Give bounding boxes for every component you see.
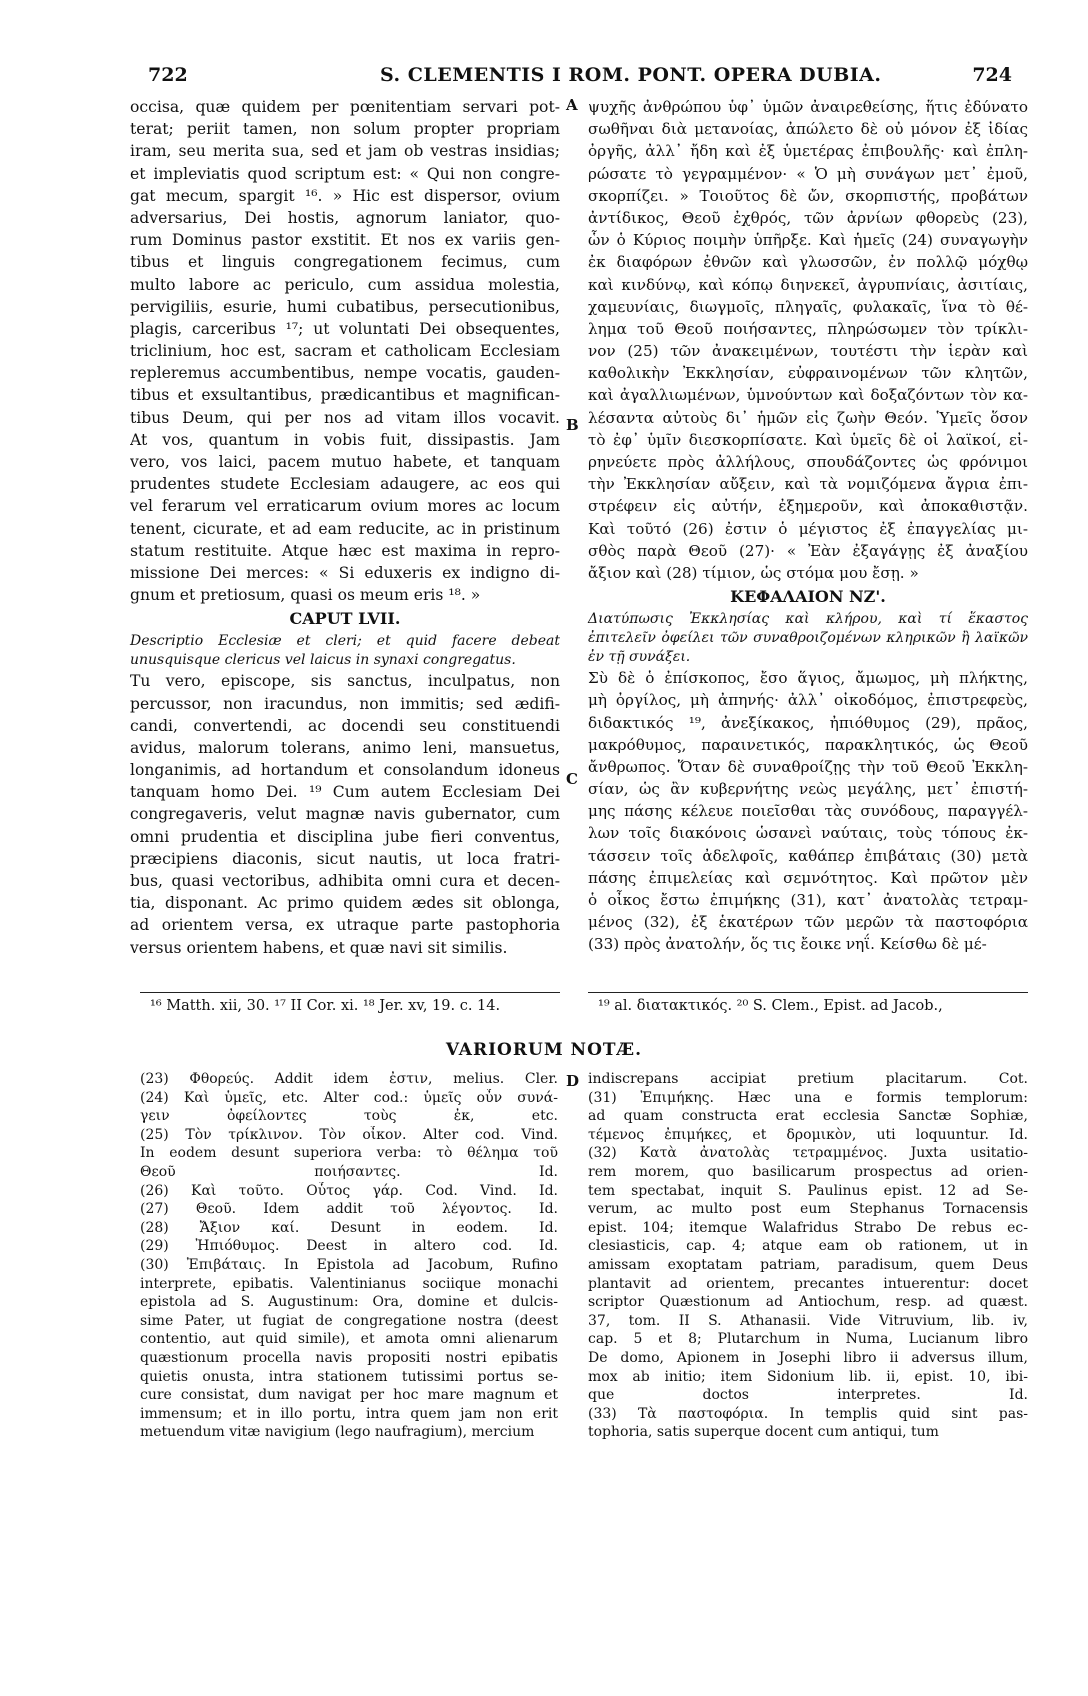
footnote-rule-left [140, 992, 560, 993]
text-line: ρηνεύετε πρὸς ἀλλήλους, σπουδάζοντες ὡς φρόνιμοι [588, 453, 1028, 471]
note-line: cure consistat, dum navigat per hoc mare magnum et [140, 1387, 558, 1404]
text-line: διδακτικός ¹⁹, ἀνεξίκακος, ἠπιόθυμος (29), πρᾶος, [588, 713, 1028, 732]
chapter-title-latin: CAPUT LVII. [289, 609, 401, 629]
text-line: plagis, carceribus ¹⁷; ut voluntati Dei obsequentes, [130, 319, 560, 338]
text-line: congregaveris, velut magnæ navis gubernator, cum [130, 805, 560, 824]
chapter-summary-greek: Διατύπωσις Ἐκκλησίας καὶ κλήρου, καὶ τί ἕκαστος ἐπιτελεῖν ὀφείλει τῶν συναθροιζομένων κληρικῶν ἢ λαϊκῶν ἐν τῇ συνάξει. [588, 611, 1028, 666]
note-line: tophoria, satis superque docent cum antiqui, tum [588, 1424, 939, 1441]
note-line: (23) Φθορεύς. Addit idem ἐστιν, melius. Cler. [140, 1071, 558, 1087]
note-line: indiscrepans accipiat pretium placitarum. Cot. [588, 1071, 1028, 1087]
text-line: ὧν ὁ Κύριος ποιμὴν ὑπῆρξε. Καὶ ἡμεῖς (24) συναγωγὴν [588, 231, 1028, 250]
text-line: tanquam homo Dei. ¹⁹ Cum autem Ecclesiam Dei [130, 783, 560, 802]
note-line: (30) Ἐπιβάταις. In Epistola ad Jacobum, Rufino [140, 1256, 558, 1273]
text-line: μης πάσης κέλευε ποιεῖσθαι τὰς συνόδους, παραγγέλ- [588, 802, 1028, 821]
note-line: rem morem, quo basilicarum prospectus ad orien- [588, 1163, 1028, 1180]
text-line: terat; periit tamen, non solum propter propriam [130, 120, 560, 139]
text-line: ψυχῆς ἀνθρώπου ὑφ᾽ ὑμῶν ἀναιρεθείσης, ἥτις ἐδύνατο [588, 98, 1028, 116]
note-line: (29) Ἠπιόθυμος. Deest in altero cod. Id. [140, 1238, 558, 1255]
text-line: candi, convertendi, ac docendi seu constituendi [130, 716, 560, 735]
note-line: quietis onusta, intra stationem tutissimi portus se- [140, 1368, 558, 1385]
text-line: λημα τοῦ Θεοῦ ποιήσαντες, πληρώσωμεν τὸν τρίκλι- [588, 319, 1028, 338]
text-line: gat mecum, spargit ¹⁶. » Hic est dispersor, ovium [130, 186, 560, 205]
text-line: rum Dominus pastor exstitit. Et nos ex variis gen- [130, 231, 560, 250]
note-line: contentio, aut quid simile), et amota omni alienarum [140, 1331, 558, 1348]
text-line: (33) πρὸς ἀνατολήν, ὅς τις ἔοικε νηΐ. Κείσθω δὲ μέ- [588, 935, 987, 954]
text-line: λων τοῖς διακόνοις ὡσανεὶ ναύταις, τοὺς τόπους ἐκ- [588, 824, 1028, 843]
text-line: longanimis, ad hortandum et consolandum idoneus [130, 761, 560, 780]
note-line: scriptor Quæstionum ad Antiochum, resp. ad quæst. [588, 1294, 1028, 1311]
text-line: vel ferarum vel erraticarum ovium mores ac locum [130, 497, 560, 516]
text-line: Tu vero, episcope, sis sanctus, inculpatus, non [130, 672, 560, 691]
note-line: immensum; et in illo portu, intra quem jam non erit [140, 1405, 558, 1422]
text-line: percussor, non iracundus, non immitis; sed ædifi- [130, 694, 560, 713]
text-line: occisa, quæ quidem per pœnitentiam servari pot- [130, 98, 560, 116]
text-line: νον (25) τῶν ἀνακειμένων, τουτέστι τὴν ἱερὰν καὶ [588, 342, 1028, 361]
text-line: pervigiliis, esurie, humi cubatibus, persecutionibus, [130, 297, 560, 316]
text-line: καθολικὴν Ἐκκλησίαν, εὐφραινομένων τῶν κλητῶν, [588, 364, 1028, 383]
text-line: ἄξιον καὶ (28) τίμιον, ὡς στόμα μου ἔσῃ. » [588, 563, 919, 582]
note-line: (31) Ἐπιμήκης. Hæc una e formis templorum: [588, 1089, 1028, 1106]
note-line: (24) Καὶ ὑμεῖς, etc. Alter cod.: ὑμεῖς οὖν συνά- [140, 1089, 558, 1106]
note-line: epistola ad S. Augustinum: Ora, domine et dulcis- [140, 1294, 558, 1311]
note-line: mox ab initio; item Sidonium lib. ii, epist. 10, ibi- [588, 1368, 1028, 1385]
text-line: τὴν Ἐκκλησίαν αὔξειν, καὶ τὰ νομιζόμενα ἄγρια ἐπι- [588, 475, 1028, 494]
note-line: ad quam constructa erat ecclesia Sanctæ Sophiæ, [588, 1108, 1028, 1125]
text-line: ρώσατε τὸ γεγραμμένον· « Ὁ μὴ συνάγων μετ᾽ ἐμοῦ, [588, 164, 1028, 183]
text-line: σκορπίζει. » Τοιοῦτος δὲ ὤν, σκορπιστής, προβάτων [588, 186, 1028, 205]
text-line: vero, vos laici, pacem mutuo habete, et tanquam [130, 453, 560, 471]
footnote-rule-right [588, 992, 1028, 993]
text-line: τὸ ἐφ᾽ ὑμῖν διεσκορπίσατε. Καὶ ὑμεῖς δὲ οἱ λαϊκοί, εἰ- [588, 430, 1028, 449]
text-line: triclinium, hoc est, sacram et catholicam Ecclesiam [130, 342, 560, 361]
text-line: Καὶ τοῦτό (26) ἐστιν ὁ μέγιστος ἐξ ἐπαγγελίας μι- [588, 519, 1028, 538]
text-line: ὀργῆς, ἀλλ᾽ ἤδη καὶ ἐξ ὑμετέρας ἐπιβουλῆς· καὶ ἐπλη- [588, 142, 1028, 161]
text-line: καὶ κινδύνῳ, καὶ κόπῳ διηνεκεῖ, ἀγρυπνίαις, ἀσιτίαις, [588, 275, 1028, 294]
text-line: At vos, quantum in vobis fuit, dissipastis. Jam [130, 430, 560, 449]
text-line: ad orientem versa, ex utraque parte pastophoria [130, 916, 560, 935]
note-line: clesiasticis, cap. 4; atque eam ob rationem, ut in [588, 1238, 1028, 1255]
text-line: missione Dei merces: « Si eduxeris ex indigno di- [130, 563, 560, 582]
text-line: σθὸς παρὰ Θεοῦ (27)· « Ἐὰν ἐξαγάγῃς ἐξ ἀναξίου [588, 541, 1028, 560]
text-line: bus, quasi vectoribus, adhibita omni cura et decen- [130, 872, 560, 890]
gutter-letter-c: C [566, 770, 578, 788]
note-line: amissam exoptatam patriam, paradisum, quem Deus [588, 1256, 1028, 1273]
text-line: et impleviatis quod scriptum est: « Qui non congre- [130, 164, 560, 183]
note-line: In eodem desunt superiora verba: τὸ θέλημα τοῦ [140, 1145, 558, 1162]
text-line: tia, disponant. Ac primo quidem ædes sit oblonga, [130, 894, 560, 913]
text-line: χαμευνίαις, διωγμοῖς, πληγαῖς, φυλακαῖς, ἵνα τὸ θέ- [588, 297, 1028, 316]
page-number-left: 722 [148, 64, 188, 86]
note-line: (27) Θεοῦ. Idem addit τοῦ λέγοντος. Id. [140, 1201, 558, 1218]
note-line: metuendum vitæ navigium (lego naufragium), mercium [140, 1424, 535, 1441]
gutter-letter-a: A [566, 96, 578, 114]
note-line: γειν ὀφείλοντες τοὺς ἐκ, etc. [140, 1108, 558, 1125]
latin-column [130, 96, 560, 959]
note-line: sime Pater, ut fugiat de congregatione nostra (deest [140, 1312, 558, 1329]
text-line: ἐκ διαφόρων ἐθνῶν καὶ γλωσσῶν, ἐν πολλῷ μόχθῳ [588, 253, 1028, 272]
text-line: adversarius, Dei hostis, agnorum laniator, quo- [130, 208, 560, 227]
text-line: ὁ οἶκος ἔστω ἐπιμήκης (31), κατ᾽ ἀνατολὰς τετραμ- [588, 891, 1028, 909]
note-line: (32) Κατὰ ἀνατολὰς τετραμμένος. Juxta usitatio- [588, 1145, 1028, 1162]
text-line: λέσαντα αὐτοὺς δι᾽ ἡμῶν εἰς ζωὴν Θεόν. Ὑμεῖς ὅσον [588, 408, 1028, 427]
note-line: (25) Τὸν τρίκλινον. Τὸν οἶκον. Alter cod. Vind. [140, 1126, 558, 1143]
text-line: tibus Deum, qui per nos ad vitam illos vocavit. [130, 408, 560, 427]
note-line: (33) Τὰ παστοφόρια. In templis quid sint pas- [588, 1405, 1028, 1422]
note-line: quæstionum procella navis propositi nostri epibatis [140, 1349, 558, 1366]
footnotes-latin: ¹⁶ Matth. xii, 30. ¹⁷ II Cor. xi. ¹⁸ Jer. xv, 19. c. 14. [150, 998, 501, 1014]
text-line: statum restituite. Atque hæc est maxima in repro- [130, 541, 560, 560]
running-title: S. CLEMENTIS I ROM. PONT. OPERA DUBIA. [380, 64, 882, 86]
text-line: ἄνθρωπος. Ὅταν δὲ συναθροίζῃς τὴν τοῦ Θεοῦ Ἐκκλη- [588, 757, 1028, 776]
footnotes-greek: ¹⁹ al. διατακτικός. ²⁰ S. Clem., Epist. ad Jacob., [598, 998, 943, 1014]
greek-column [588, 96, 1028, 956]
notes-title: VARIORUM NOTÆ. [445, 1040, 643, 1060]
note-line: (28) Ἄξιον καί. Desunt in eodem. Id. [140, 1219, 558, 1236]
note-line: epist. 104; itemque Walafridus Strabo De rebus ec- [588, 1219, 1028, 1236]
text-line: στρέφειν εἰς αὐτήν, ἐξημεροῦν, καὶ ἀποκαθιστᾷν. [588, 497, 1028, 516]
text-line: μένος (32), ἐξ ἑκατέρων τῶν μερῶν τὰ παστοφόρια [588, 913, 1028, 932]
text-line: versus orientem habens, et quæ navi sit similis. [130, 938, 508, 957]
running-head [140, 58, 1040, 92]
note-line: verum, ac multo post eum Stephanus Tornacensis [588, 1201, 1028, 1218]
text-line: gnum et pretiosum, quasi os meum eris ¹⁸. » [130, 586, 481, 605]
text-line: tibus et exsultantibus, prædicantibus et magnifican- [130, 386, 560, 405]
text-line: multo labore ac periculo, cum assidua molestia, [130, 275, 560, 294]
text-line: Σὺ δὲ ὁ ἐπίσκοπος, ἔσο ἅγιος, ἄμωμος, μὴ πλήκτης, [588, 669, 1028, 688]
text-line: repleremus accumbentibus, nempe vocatis, gauden- [130, 364, 560, 383]
chapter-title-greek: ΚΕΦΑΛΑΙΟΝ ΝΖ'. [730, 587, 886, 607]
text-line: præcipiens diaconis, sicut nautis, ut loca fratri- [130, 849, 560, 868]
notes-left-column [140, 1070, 558, 1442]
chapter-summary-latin: Descriptio Ecclesiæ et cleri; et quid facere debeat unusquisque clericus vel laicus in synaxi congregatus. [130, 633, 560, 669]
text-line: σίαν, ὡς ἂν κυβερνήτης νεὼς μεγάλης, μετ᾽ ἐπιστή- [588, 780, 1028, 799]
note-line: De domo, Apionem in Josephi libro ii adversus illum, [588, 1349, 1028, 1366]
text-line: omni prudentia et disciplina jube fieri conventus, [130, 827, 560, 846]
text-line: πάσης ἐπιμελείας καὶ σεμνότητος. Καὶ πρῶτον μὲν [588, 868, 1028, 887]
gutter-letter-b: B [566, 416, 579, 434]
text-line: tibus et linguis congregationem fecimus, cum [130, 253, 560, 272]
note-line: que doctos interpretes. Id. [588, 1387, 1028, 1404]
text-line: ἀντίδικος, Θεοῦ ἐχθρός, τῶν ἀρνίων φθορεὺς (23), [588, 208, 1028, 227]
text-line: iram, seu merita sua, sed et jam ob vestras insidias; [130, 142, 560, 161]
notes-right-column [588, 1070, 1028, 1442]
note-line: τέμενος ἐπιμήκες, et δρομικὸν, uti loquuntur. Id. [588, 1126, 1028, 1143]
note-line: Θεοῦ ποιήσαντες. Id. [140, 1163, 558, 1180]
text-line: μακρόθυμος, παραινετικός, παρακλητικός, ὡς Θεοῦ [588, 735, 1028, 754]
gutter-letter-d: D [566, 1072, 580, 1090]
note-line: tem spectabat, inquit S. Paulinus epist. 12 ad Se- [588, 1182, 1028, 1199]
note-line: cap. 5 et 8; Plutarchum in Numa, Lucianum libro [588, 1331, 1028, 1348]
text-line: μὴ ὀργίλος, μὴ ἀπηνής· ἀλλ᾽ οἰκοδόμος, ἐπιστρεφεὺς, [588, 691, 1028, 710]
text-line: καὶ ἀγαλλιωμένων, ὑμνούντων καὶ δοξαζόντων τὸν κα- [588, 386, 1028, 405]
note-line: interprete, epibatis. Valentinianus sociique monachi [140, 1275, 558, 1292]
text-line: tenent, cicurate, et ad eam reducite, ac in pristinum [130, 519, 560, 538]
note-line: (26) Καὶ τοῦτο. Οὗτος γάρ. Cod. Vind. Id. [140, 1182, 558, 1199]
text-line: τάσσειν τοῖς ἀδελφοῖς, καθάπερ ἐπιβάταις (30) μετὰ [588, 846, 1028, 865]
note-line: plantavit ad orientem, precantes intuerentur: docet [588, 1275, 1028, 1292]
text-line: σωθῆναι διὰ μετανοίας, ἀπώλετο δὲ οὐ μόνον ἐξ ἰδίας [588, 120, 1028, 139]
text-line: prudentes studete Ecclesiam adaugere, ac eos qui [130, 475, 560, 494]
text-line: avidus, malorum tolerans, animo leni, mansuetus, [130, 738, 560, 757]
note-line: 37, tom. II S. Athanasii. Vide Vitruvium, lib. iv, [588, 1312, 1028, 1329]
page-number-right: 724 [972, 64, 1012, 86]
